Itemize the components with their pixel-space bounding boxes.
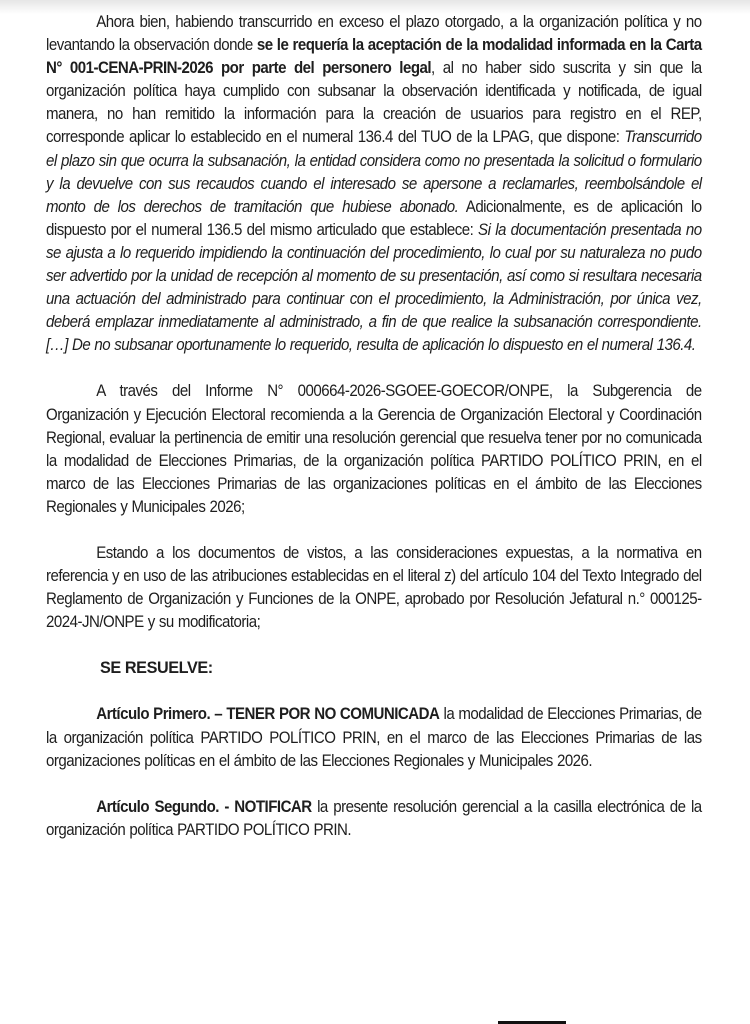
article-text: la modalidad de Elecciones Primarias, de la organización política PARTIDO POLÍTICO PRIN, en el marco de las Elecciones Primarias de las organizaciones políticas en el ámbito de las Elecciones Regionales y Municipales 2026. <box>46 705 702 770</box>
heading-se-resuelve: SE RESUELVE: <box>100 659 213 678</box>
paragraph-vistos: Estando a los documentos de vistos, a las consideraciones expuestas, a la normativa en referencia y en uso de las atribuciones establecidas en el literal z) del artículo 104 del Texto Integrado del Reglamento de Organización y Funciones de la ONPE, aprobado por Resolución Jefatural n.° 000125-2024-JN/ONPE y su modificatoria; <box>46 543 702 632</box>
bold-requirement-text: se le requería la aceptación de la modalidad informada en la Carta N° 001-CENA-PRIN-2026 por parte del personero legal <box>46 36 702 78</box>
paragraph-informe: A través del Informe N° 000664-2026-SGOEE-GOECOR/ONPE, la Subgerencia de Organización y Ejecución Electoral recomienda a la Gerencia de Organización Electoral y Coordinación Regional, evaluar la pertinencia de emitir una resolución gerencial que resuelva tener por no comunicada la modalidad de Elecciones Primarias, de la organización política PARTIDO POLÍTICO PRIN, en el marco de las Elecciones Primarias de las organizaciones políticas en el ámbito de las Elecciones Regionales y Municipales 2026; <box>46 382 702 516</box>
paragraph-observation <box>46 11 702 357</box>
document-page <box>46 11 702 842</box>
article-text: la presente resolución gerencial a la casilla electrónica de la organización política PARTIDO POLÍTICO PRIN. <box>46 797 702 839</box>
article-segundo <box>46 796 702 842</box>
quoted-article-136-5: Si la documentación presentada no se ajusta a lo requerido impidiendo la continuación del procedimiento, lo cual por su naturaleza no pudo ser advertido por la unidad de recepción al momento de su presentación, así como si resultara necesaria una actuación del administrado para continuar con el procedimiento, la Administración, por única vez, deberá emplazar inmediatamente al administrado, a fin de que realice la subsanación correspondiente. […] De no subsanar oportunamente lo requerido, resulta de aplicación lo dispuesto en el numeral 136.4. <box>46 220 702 355</box>
paragraph-text: Ahora bien, habiendo transcurrido en exceso el plazo otorgado, a la organización política y no levantando la observación donde <box>46 13 702 55</box>
quoted-article-136-4: Transcurrido el plazo sin que ocurra la subsanación, la entidad considera como no presentada la solicitud o formulario y la devuelve con sus recaudos cuando el interesado se apersone a reclamarles, reembolsándole el monto de los derechos de tramitación que hubiese abonado. <box>46 128 702 216</box>
paragraph-text: , al no haber sido suscrita y sin que la organización política haya cumplido con subsanar la observación identificada y notificada, de igual manera, no han remitido la información para la creación de usuarios para registro en el REP, corresponde aplicar lo establecido en el numeral 136.4 del TUO de la LPAG, que dispone: <box>46 59 702 147</box>
article-primero <box>46 703 702 772</box>
article-label: Artículo Segundo. - NOTIFICAR <box>96 797 312 816</box>
article-label: Artículo Primero. – TENER POR NO COMUNICADA <box>96 705 440 724</box>
paragraph-text: Adicionalmente, es de aplicación lo dispuesto por el numeral 136.5 del mismo articulado que establece: <box>46 197 702 239</box>
